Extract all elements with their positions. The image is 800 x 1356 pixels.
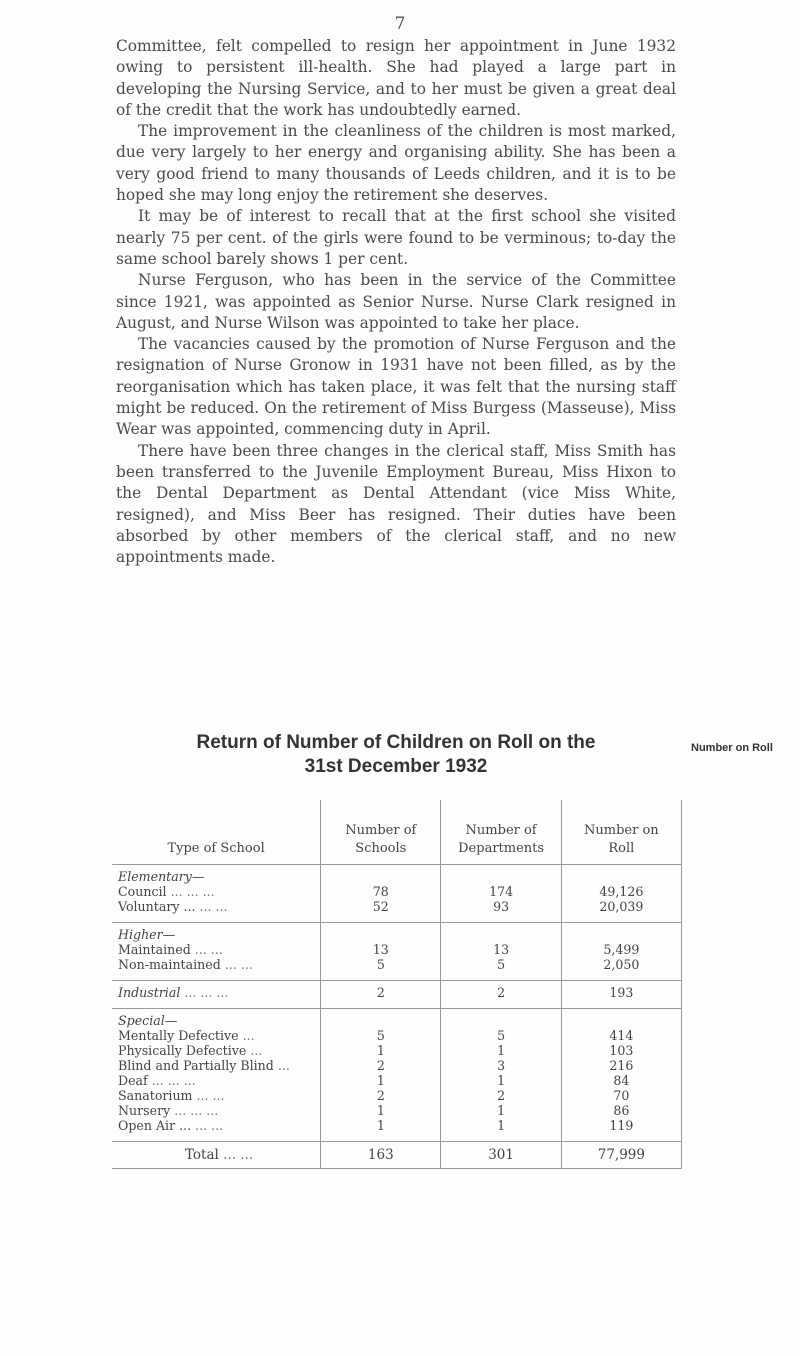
row-name: Industrial (118, 985, 181, 1000)
empty-cell (112, 972, 321, 981)
empty-cell (561, 923, 681, 943)
empty-cell (441, 1009, 561, 1029)
table-title-line: 31st December 1932 (304, 756, 488, 777)
table-row (112, 1073, 682, 1088)
empty-cell (321, 1009, 441, 1029)
body-text (116, 36, 676, 568)
table-title (116, 731, 676, 779)
column-header: Number of Schools (321, 800, 441, 865)
paragraph: It may be of interest to recall that at the first school she visited nearly 75 per cent. of the girls were found to be verminous; to-day the same school barely shows 1 per cent. (116, 207, 676, 268)
roll-cell: 2,050 (561, 957, 681, 972)
roll-table (112, 800, 682, 1169)
leader-dots: ... ... ... (151, 1073, 196, 1088)
row-name: Council (118, 884, 167, 899)
roll-cell: 5,499 (561, 942, 681, 957)
row-label (112, 1118, 321, 1133)
empty-cell (441, 923, 561, 943)
leader-dots: ... ... (195, 1118, 224, 1133)
departments-cell: 174 (441, 884, 561, 899)
leader-dots: ... ... (224, 957, 253, 972)
section-header-row (112, 1009, 682, 1029)
departments-cell: 93 (441, 899, 561, 914)
table-row (112, 942, 682, 957)
section-header-row (112, 923, 682, 943)
row-name: Nursery (118, 1103, 171, 1118)
paragraph: The improvement in the cleanliness of the children is most marked, due very largely to her energy and organising ability. She has been a very good friend to many thousands of Leeds children, and it is to be hoped she may long enjoy the retirement she deserves. (116, 122, 676, 205)
departments-cell: 5 (441, 957, 561, 972)
section-title: Elementary— (112, 865, 321, 885)
leader-dots: ... (250, 1043, 263, 1058)
empty-cell (561, 865, 681, 885)
page-number: 7 (394, 14, 406, 34)
row-name: Sanatorium (118, 1088, 193, 1103)
roll-cell: 193 (561, 981, 681, 1001)
schools-cell: 1 (321, 1118, 441, 1133)
row-label (112, 1088, 321, 1103)
row-name: Mentally Defective (118, 1028, 239, 1043)
roll-cell: 103 (561, 1043, 681, 1058)
empty-cell (321, 865, 441, 885)
row-name: Deaf (118, 1073, 148, 1088)
empty-cell (561, 1009, 681, 1029)
schools-cell: 1 (321, 1073, 441, 1088)
schools-cell: 5 (321, 1028, 441, 1043)
empty-cell (321, 914, 441, 923)
row-label (112, 1103, 321, 1118)
schools-cell: 78 (321, 884, 441, 899)
section-title: Special— (112, 1009, 321, 1029)
row-label (112, 884, 321, 899)
paragraph: Committee, felt compelled to resign her appointment in June 1932 owing to persistent ill-health. She had played a large part in developing the Nursing Service, and to her must be given a great deal of the credit that the work has undoubtedly earned. (116, 37, 676, 119)
table-header-row (112, 800, 682, 865)
leader-dots: ... ... ... (184, 985, 229, 1000)
departments-cell: 1 (441, 1103, 561, 1118)
paragraph: The vacancies caused by the promotion of Nurse Ferguson and the resignation of Nurse Gronow in 1931 have not been filled, as by the reorganisation which has taken place, it was felt that the nursing staff might be reduced. On the retirement of Miss Burgess (Masseuse), Miss Wear was appointed, commencing duty in April. (116, 335, 676, 439)
schools-cell: 163 (321, 1142, 441, 1169)
roll-cell: 216 (561, 1058, 681, 1073)
schools-cell: 52 (321, 899, 441, 914)
row-name: Total (184, 1147, 219, 1163)
spacer-row (112, 1133, 682, 1142)
leader-dots: ... ... (194, 942, 223, 957)
table-row (112, 884, 682, 899)
table-row (112, 957, 682, 972)
row-label (112, 899, 321, 914)
column-header: Number of Departments (441, 800, 561, 865)
schools-cell: 13 (321, 942, 441, 957)
schools-cell: 5 (321, 957, 441, 972)
empty-cell (321, 1133, 441, 1142)
departments-cell: 1 (441, 1043, 561, 1058)
schools-cell: 1 (321, 1103, 441, 1118)
departments-cell: 2 (441, 1088, 561, 1103)
table-title-line: Return of Number of Children on Roll on the (196, 732, 596, 753)
total-row (112, 1142, 682, 1169)
roll-cell: 86 (561, 1103, 681, 1118)
section-header-row (112, 865, 682, 885)
empty-cell (321, 972, 441, 981)
paragraph: There have been three changes in the clerical staff, Miss Smith has been transferred to the Juvenile Employment Bureau, Miss Hixon to the Dental Department as Dental Attendant (vice Miss White, resigned), and Miss Beer has resigned. Their duties have been absorbed by other members of the clerical staff, and no new appointments made. (116, 441, 676, 567)
empty-cell (112, 1133, 321, 1142)
empty-cell (561, 914, 681, 923)
empty-cell (441, 1000, 561, 1009)
roll-table-body (112, 800, 682, 1169)
row-name: Non-maintained (118, 957, 221, 972)
empty-cell (441, 914, 561, 923)
empty-cell (561, 972, 681, 981)
empty-cell (321, 1000, 441, 1009)
row-name: Physically Defective (118, 1043, 247, 1058)
row-name: Maintained (118, 942, 191, 957)
row-name: Voluntary ... (118, 899, 196, 914)
side-note: Number on Roll (691, 742, 773, 754)
row-name: Blind and Partially Blind (118, 1058, 274, 1073)
table-row (112, 1118, 682, 1133)
leader-dots: ... (242, 1028, 255, 1043)
schools-cell: 2 (321, 981, 441, 1001)
empty-cell (561, 1000, 681, 1009)
table-row (112, 899, 682, 914)
column-header: Type of School (167, 841, 265, 856)
row-label (112, 981, 321, 1001)
empty-cell (561, 1133, 681, 1142)
roll-cell: 119 (561, 1118, 681, 1133)
empty-cell (441, 1133, 561, 1142)
empty-cell (112, 1000, 321, 1009)
leader-dots: ... ... (223, 1147, 254, 1163)
table-row (112, 981, 682, 1001)
empty-cell (321, 923, 441, 943)
paragraph: Nurse Ferguson, who has been in the service of the Committee since 1921, was appointed as Senior Nurse. Nurse Clark resigned in August, and Nurse Wilson was appointed to take her place. (116, 271, 676, 332)
departments-cell: 2 (441, 981, 561, 1001)
row-label (112, 1043, 321, 1058)
table-row (112, 1103, 682, 1118)
leader-dots: ... ... (199, 899, 228, 914)
empty-cell (112, 914, 321, 923)
table-row (112, 1088, 682, 1103)
departments-cell: 1 (441, 1073, 561, 1088)
schools-cell: 1 (321, 1043, 441, 1058)
spacer-row (112, 1000, 682, 1009)
leader-dots: ... ... ... (174, 1103, 219, 1118)
spacer-row (112, 914, 682, 923)
roll-cell: 20,039 (561, 899, 681, 914)
roll-cell: 49,126 (561, 884, 681, 899)
row-label (112, 1142, 321, 1169)
roll-cell: 70 (561, 1088, 681, 1103)
row-label (112, 1058, 321, 1073)
row-label (112, 1073, 321, 1088)
departments-cell: 13 (441, 942, 561, 957)
leader-dots: ... (277, 1058, 290, 1073)
roll-cell: 84 (561, 1073, 681, 1088)
row-label (112, 1028, 321, 1043)
roll-cell: 77,999 (561, 1142, 681, 1169)
column-header: Number on Roll (561, 800, 681, 865)
schools-cell: 2 (321, 1088, 441, 1103)
table-row (112, 1028, 682, 1043)
roll-cell: 414 (561, 1028, 681, 1043)
row-name: Open Air ... (118, 1118, 192, 1133)
schools-cell: 2 (321, 1058, 441, 1073)
departments-cell: 301 (441, 1142, 561, 1169)
table-row (112, 1043, 682, 1058)
departments-cell: 5 (441, 1028, 561, 1043)
table-row (112, 1058, 682, 1073)
spacer-row (112, 972, 682, 981)
empty-cell (441, 972, 561, 981)
row-label (112, 957, 321, 972)
row-label (112, 942, 321, 957)
leader-dots: ... ... (196, 1088, 225, 1103)
leader-dots: ... ... ... (170, 884, 215, 899)
departments-cell: 1 (441, 1118, 561, 1133)
empty-cell (441, 865, 561, 885)
section-title: Higher— (112, 923, 321, 943)
departments-cell: 3 (441, 1058, 561, 1073)
